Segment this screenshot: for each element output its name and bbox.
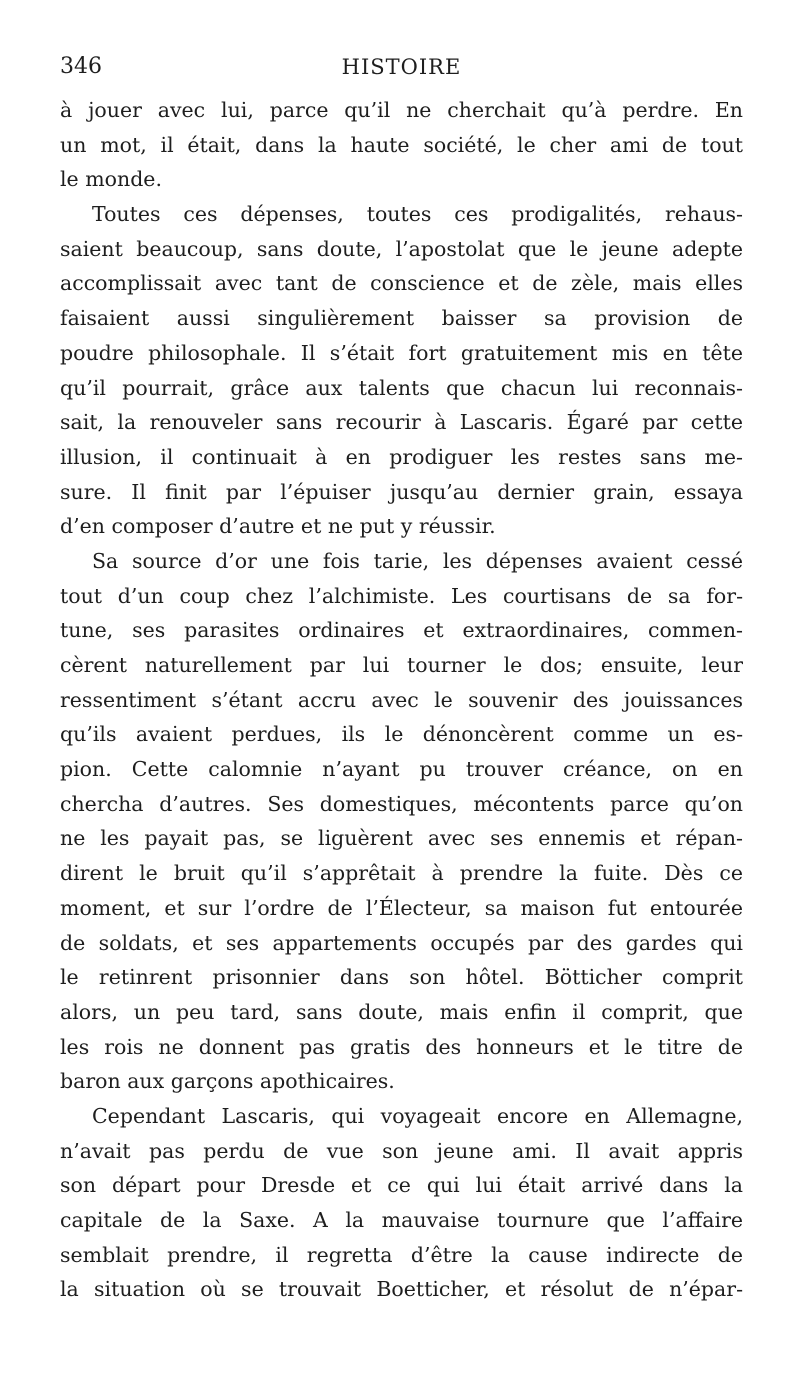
text-line: n’avait pas perdu de vue son jeune ami. Il avait appris <box>60 1138 743 1163</box>
text-line: sure. Il finit par l’épuiser jusqu’au dernier grain, essaya <box>60 479 743 504</box>
text-line: son départ pour Dresde et ce qui lui était arrivé dans la <box>60 1173 743 1198</box>
text-line: les rois ne donnent pas gratis des honneurs et le titre de <box>60 1034 743 1059</box>
text-line: le monde. <box>60 167 162 192</box>
text-line: Sa source d’or une fois tarie, les dépenses avaient cessé <box>92 548 743 573</box>
text-line: à jouer avec lui, parce qu’il ne cherchait qu’à perdre. En <box>60 98 743 122</box>
text-line: semblait prendre, il regretta d’être la cause indirecte de <box>60 1242 743 1267</box>
text-line: la situation où se trouvait Boetticher, et résolut de n’épar- <box>60 1277 743 1302</box>
text-line: moment, et sur l’ordre de l’Électeur, sa maison fut entourée <box>60 895 743 920</box>
text-body <box>60 93 743 1307</box>
text-line: un mot, il était, dans la haute société, le cher ami de tout <box>60 132 743 157</box>
text-line: sait, la renouveler sans recourir à Lascaris. Égaré par cette <box>60 410 743 435</box>
text-line: baron aux garçons apothicaires. <box>60 1069 395 1094</box>
text-line: le retinrent prisonnier dans son hôtel. Bötticher comprit <box>60 965 743 990</box>
text-line: ne les payait pas, se liguèrent avec ses ennemis et répan- <box>60 826 743 851</box>
text-line: alors, un peu tard, sans doute, mais enfin il comprit, que <box>60 999 743 1024</box>
running-title: HISTOIRE <box>341 55 462 79</box>
text-line: Cependant Lascaris, qui voyageait encore en Allemagne, <box>92 1103 743 1128</box>
text-line: accomplissait avec tant de conscience et de zèle, mais elles <box>60 271 743 296</box>
text-line: saient beaucoup, sans doute, l’apostolat que le jeune adepte <box>60 236 743 261</box>
text-line: qu’il pourrait, grâce aux talents que chacun lui reconnais- <box>60 375 743 400</box>
page-header <box>60 50 743 84</box>
text-line: de soldats, et ses appartements occupés par des gardes qui <box>60 930 743 955</box>
page-number: 346 <box>60 54 102 79</box>
text-line: illusion, il continuait à en prodiguer les restes sans me- <box>60 444 743 469</box>
text-line: tout d’un coup chez l’alchimiste. Les courtisans de sa for- <box>60 583 743 608</box>
text-line: cèrent naturellement par lui tourner le dos; ensuite, leur <box>60 653 743 677</box>
text-line: poudre philosophale. Il s’était fort gratuitement mis en tête <box>60 340 743 365</box>
text-line: qu’ils avaient perdues, ils le dénoncèrent comme un es- <box>60 722 743 747</box>
text-line: faisaient aussi singulièrement baisser sa provision de <box>60 306 743 331</box>
text-line: dirent le bruit qu’il s’apprêtait à prendre la fuite. Dès ce <box>60 861 743 886</box>
text-line: tune, ses parasites ordinaires et extraordinaires, commen- <box>60 618 743 643</box>
text-line: pion. Cette calomnie n’ayant pu trouver créance, on en <box>60 757 743 782</box>
text-line: capitale de la Saxe. A la mauvaise tournure que l’affaire <box>60 1208 743 1232</box>
text-line: Toutes ces dépenses, toutes ces prodigalités, rehaus- <box>92 202 743 227</box>
text-line: chercha d’autres. Ses domestiques, mécontents parce qu’on <box>60 791 743 816</box>
text-line: d’en composer d’autre et ne put y réussir. <box>60 514 496 539</box>
text-line: ressentiment s’étant accru avec le souvenir des jouissances <box>60 687 743 712</box>
